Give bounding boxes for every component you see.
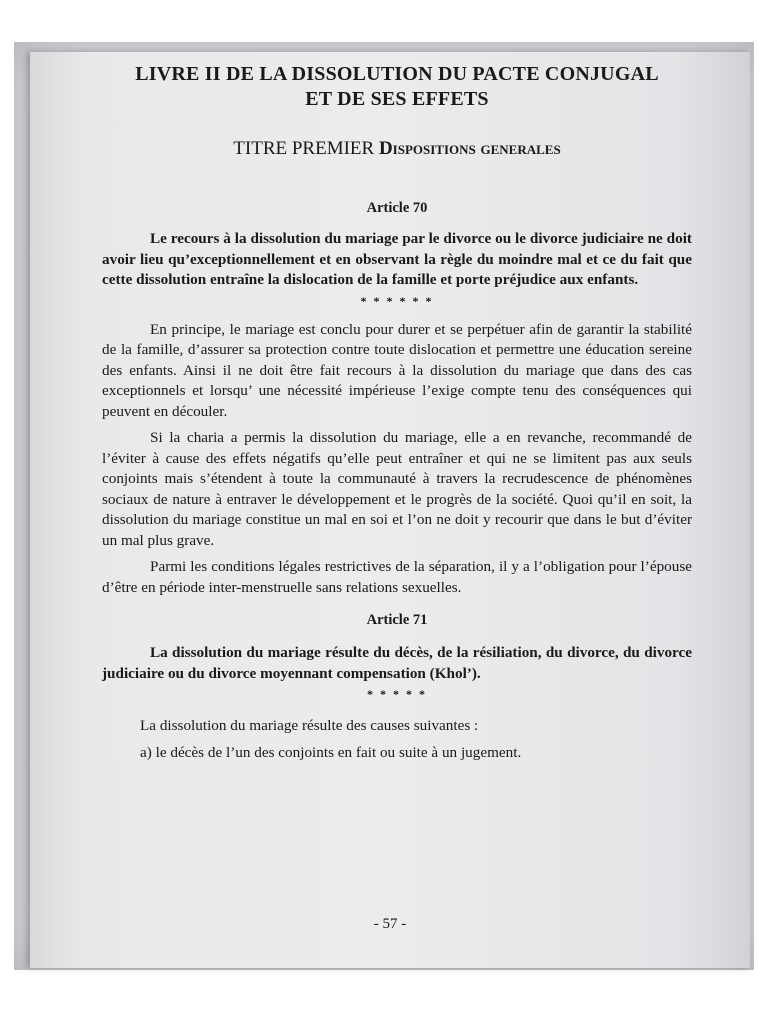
titre-prefix: TITRE PREMIER bbox=[233, 138, 379, 159]
page-number: - 57 - bbox=[373, 916, 407, 932]
article-71-heading: Article 71 bbox=[366, 612, 428, 628]
book-title-line-1: LIVRE II DE LA DISSOLUTION DU PACTE CONJUGAL bbox=[135, 63, 659, 85]
book-page bbox=[30, 52, 750, 968]
page-content bbox=[102, 62, 692, 763]
book-title-line-2: ET DE SES EFFETS bbox=[305, 88, 489, 110]
cause-item-a: a) le décès de l’un des conjoints en fait ou suite à un jugement. bbox=[140, 743, 522, 761]
article-70-separator: * * * * * * bbox=[360, 293, 434, 308]
titre-heading bbox=[102, 138, 692, 160]
commentary-paragraph-2: Si la charia a permis la dissolution du mariage, elle a en revanche, recommandé de l’éviter à cause des effets négatifs qu’elle peut entraîner et qui ne se limitent pas aux seuls conjoints mais s’étendent à toute la communauté à travers la recrudescence de phénomènes sociaux de nature à entraver le développement et le progrès de la société. Quoi qu’il en soit, la dissolution du mariage constitue un mal en soi et l’on ne doit y recourir que dans le but d’éviter un mal plus grave. bbox=[102, 429, 692, 549]
commentary-paragraph-1: En principe, le mariage est conclu pour durer et se perpétuer afin de garantir la stabilité de la famille, d’assurer sa protection contre toute dislocation et permettre une éducation sereine des enfants. Ainsi il ne doit être fait recours à la dissolution du mariage que dans des cas exceptionnels et lorsqu’ une nécessité impérieuse l’exige compte tenu des conséquences qui peuvent en découler. bbox=[102, 320, 692, 420]
book-title bbox=[102, 62, 692, 112]
article-70-text: Le recours à la dissolution du mariage par le divorce ou le divorce judiciaire ne doit avoir lieu qu’exceptionnellement et en observant la règle du moindre mal et ce du fait que cette dissolution entraîne la dislocation de la famille et porte préjudice aux enfants. bbox=[102, 230, 692, 288]
causes-intro: La dissolution du mariage résulte des causes suivantes : bbox=[140, 717, 479, 734]
article-71-text: La dissolution du mariage résulte du décès, de la résiliation, du divorce, du divorce judiciaire ou du divorce moyennant compensation (Khol’). bbox=[102, 644, 692, 682]
article-70-heading: Article 70 bbox=[366, 200, 428, 216]
article-71-separator: * * * * * bbox=[367, 687, 427, 701]
commentary-paragraph-3: Parmi les conditions légales restrictives de la séparation, il y a l’obligation pour l’épouse d’être en période inter-menstruelle sans relations sexuelles. bbox=[102, 558, 692, 596]
titre-name: Dispositions generales bbox=[378, 138, 561, 159]
